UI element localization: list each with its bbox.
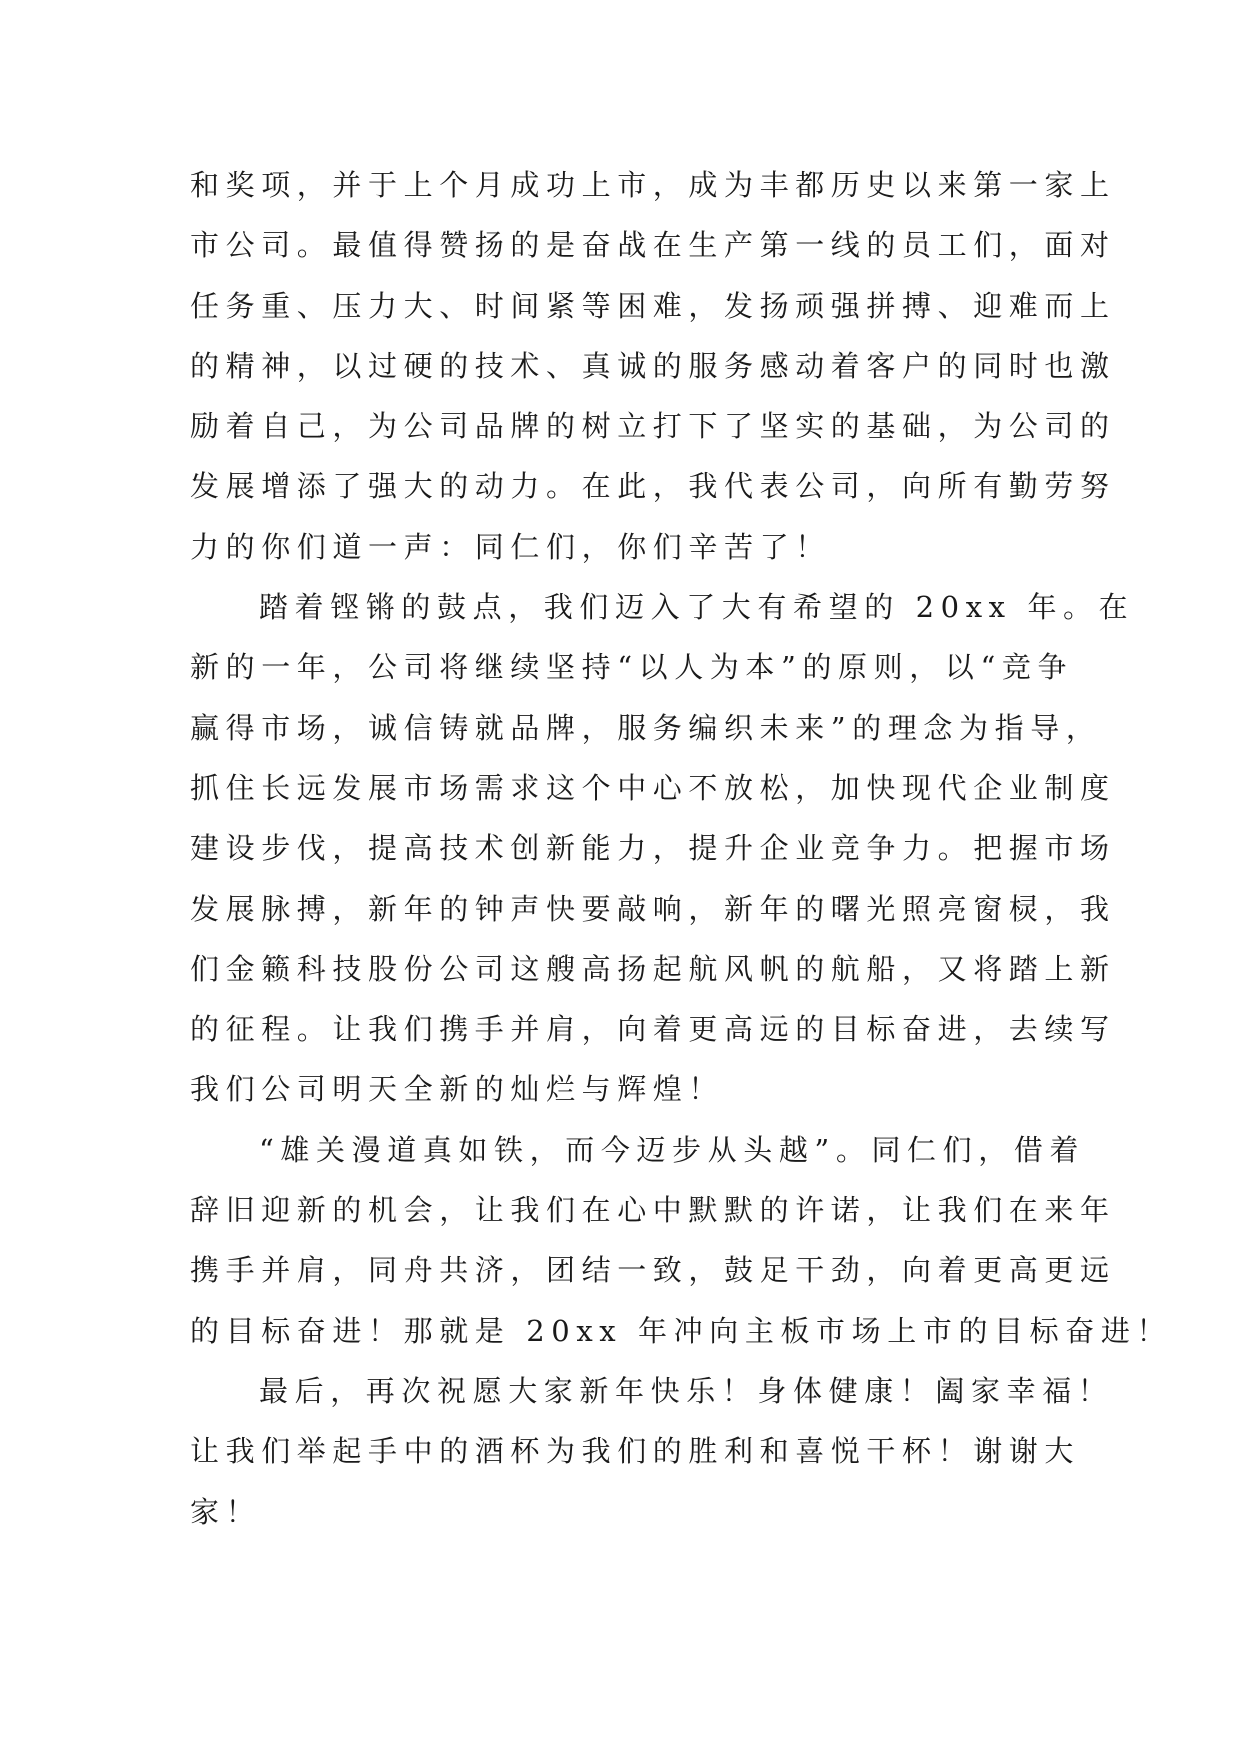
text-line: 发展增添了强大的动力。在此，我代表公司，向所有勤劳努 xyxy=(190,469,1116,504)
paragraph xyxy=(190,1361,1114,1542)
text-line: 我们公司明天全新的灿烂与辉煌！ xyxy=(190,1072,725,1107)
text-line: 建设步伐，提高技术创新能力，提升企业竞争力。把握市场 xyxy=(190,831,1116,866)
text-line: 新的一年，公司将继续坚持“以人为本”的原则，以“竞争 xyxy=(190,650,1074,685)
text-line: 的征程。让我们携手并肩，向着更高远的目标奋进，去续写 xyxy=(190,1012,1116,1047)
text-line: 的目标奋进！那就是 20xx 年冲向主板市场上市的目标奋进！ xyxy=(190,1313,1173,1348)
text-line: 辞旧迎新的机会，让我们在心中默默的许诺，让我们在来年 xyxy=(190,1193,1116,1228)
paragraph xyxy=(190,155,1116,577)
text-line: 携手并肩，同舟共济，团结一致，鼓足干劲，向着更高更远 xyxy=(190,1253,1116,1288)
text-line: 和奖项，并于上个月成功上市，成为丰都历史以来第一家上 xyxy=(190,168,1116,202)
text-line: 家！ xyxy=(190,1494,262,1529)
text-line: 们金籁科技股份公司这艘高扬起航风帆的航船，又将踏上新 xyxy=(190,951,1116,986)
text-line: “雄关漫道真如铁，而今迈步从头越”。同仁们，借着 xyxy=(259,1132,1086,1167)
text-line: 市公司。最值得赞扬的是奋战在生产第一线的员工们，面对 xyxy=(190,228,1116,263)
text-line: 任务重、压力大、时间紧等困难，发扬顽强拼搏、迎难而上 xyxy=(190,288,1116,323)
paragraph xyxy=(190,577,1135,1120)
text-line: 励着自己，为公司品牌的树立打下了坚实的基础，为公司的 xyxy=(190,409,1116,444)
text-line: 发展脉搏，新年的钟声快要敲响，新年的曙光照亮窗棂，我 xyxy=(190,891,1116,926)
text-line: 踏着铿锵的鼓点，我们迈入了大有希望的 20xx 年。在 xyxy=(259,590,1135,625)
paragraph xyxy=(190,1120,1173,1361)
text-line: 让我们举起手中的酒杯为我们的胜利和喜悦干杯！谢谢大 xyxy=(190,1434,1081,1469)
text-line: 最后，再次祝愿大家新年快乐！身体健康！阖家幸福！ xyxy=(259,1373,1114,1408)
text-line: 抓住长远发展市场需求这个中心不放松，加快现代企业制度 xyxy=(190,770,1116,805)
document-body xyxy=(190,155,1173,1542)
text-line: 力的你们道一声：同仁们，你们辛苦了！ xyxy=(190,529,831,564)
text-line: 赢得市场，诚信铸就品牌，服务编织未来”的理念为指导， xyxy=(190,710,1102,745)
text-line: 的精神，以过硬的技术、真诚的服务感动着客户的同时也激 xyxy=(190,348,1116,383)
